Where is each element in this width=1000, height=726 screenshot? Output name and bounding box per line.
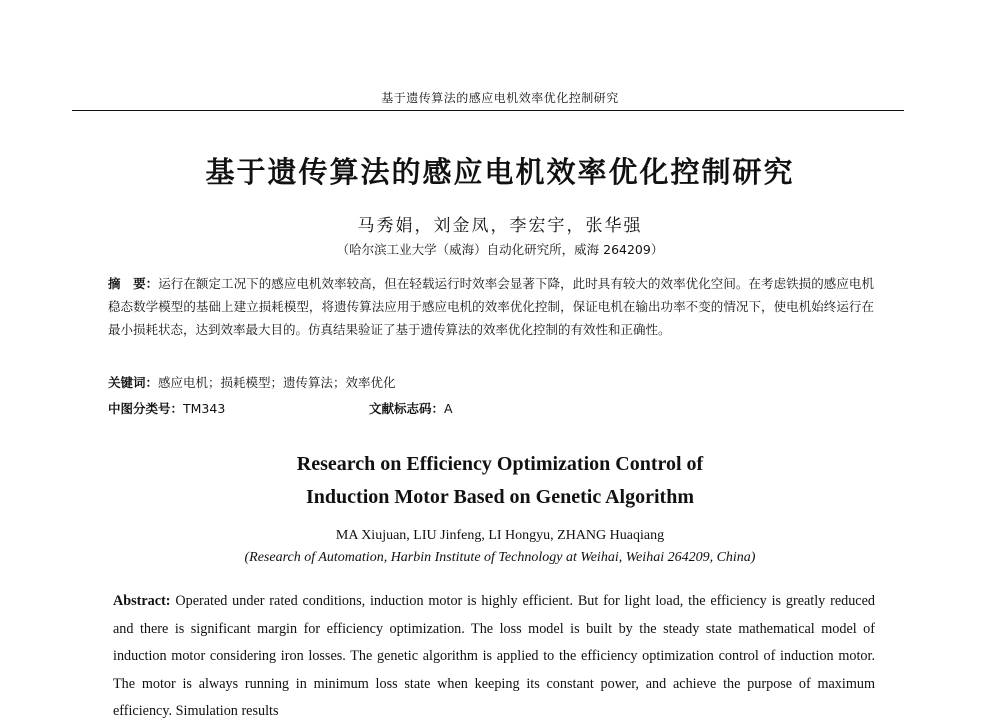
affiliation-english: (Research of Automation, Harbin Institute of Technology at Weihai, Weihai 264209, China) <box>244 550 756 565</box>
document-code <box>369 399 453 417</box>
affiliation-chinese: （哈尔滨工业大学（威海）自动化研究所，威海 264209） <box>336 242 664 257</box>
keywords-text: 感应电机；损耗模型；遗传算法；效率优化 <box>158 375 396 390</box>
clc-value: TM343 <box>183 401 226 416</box>
abstract-chinese <box>108 272 874 341</box>
classification-line <box>108 399 874 417</box>
abstract-english-text: Operated under rated conditions, induction motor is highly efficient. But for light load, the efficiency is greatly reduced and there is significant margin for efficiency optimization. The loss model is built by the steady state mathematical model of induction motor considering iron losses. The genetic algorithm is applied to the efficiency optimization control of induction motor. The motor is always running in minimum loss state when keeping its constant power, and achieve the purpose of maximum efficiency. Simulation results <box>113 593 875 719</box>
abstract-english-label: Abstract: <box>113 593 171 609</box>
abstract-chinese-label: 摘 要： <box>108 276 159 291</box>
title-english-line-1: Research on Efficiency Optimization Control of <box>296 453 704 475</box>
header-rule <box>72 110 904 111</box>
running-header: 基于遗传算法的感应电机效率优化控制研究 <box>381 91 619 105</box>
document-code-value: A <box>444 401 453 416</box>
abstract-english <box>113 588 875 726</box>
authors-english: MA Xiujuan, LIU Jinfeng, LI Hongyu, ZHANG Huaqiang <box>335 528 665 543</box>
title-english <box>0 448 1000 514</box>
document-code-label: 文献标志码： <box>369 401 445 416</box>
authors-chinese: 马秀娟，刘金凤，李宏宇，张华强 <box>357 216 643 236</box>
clc-number <box>108 401 225 416</box>
title-english-line-2: Induction Motor Based on Genetic Algorithm <box>306 486 694 508</box>
title-chinese: 基于遗传算法的感应电机效率优化控制研究 <box>205 155 795 189</box>
clc-label: 中图分类号： <box>108 401 184 416</box>
keywords-label: 关键词： <box>108 375 159 390</box>
abstract-chinese-text: 运行在额定工况下的感应电机效率较高，但在轻载运行时效率会显著下降，此时具有较大的效率优化空间。在考虑铁损的感应电机稳态数学模型的基础上建立损耗模型，将遗传算法应用于感应电机的效率优化控制，保证电机在输出功率不变的情况下，使电机始终运行在最小损耗状态，达到效率最大目的。仿真结果验证了基于遗传算法的效率优化控制的有效性和正确性。 <box>108 276 874 337</box>
keywords-chinese <box>108 373 874 391</box>
